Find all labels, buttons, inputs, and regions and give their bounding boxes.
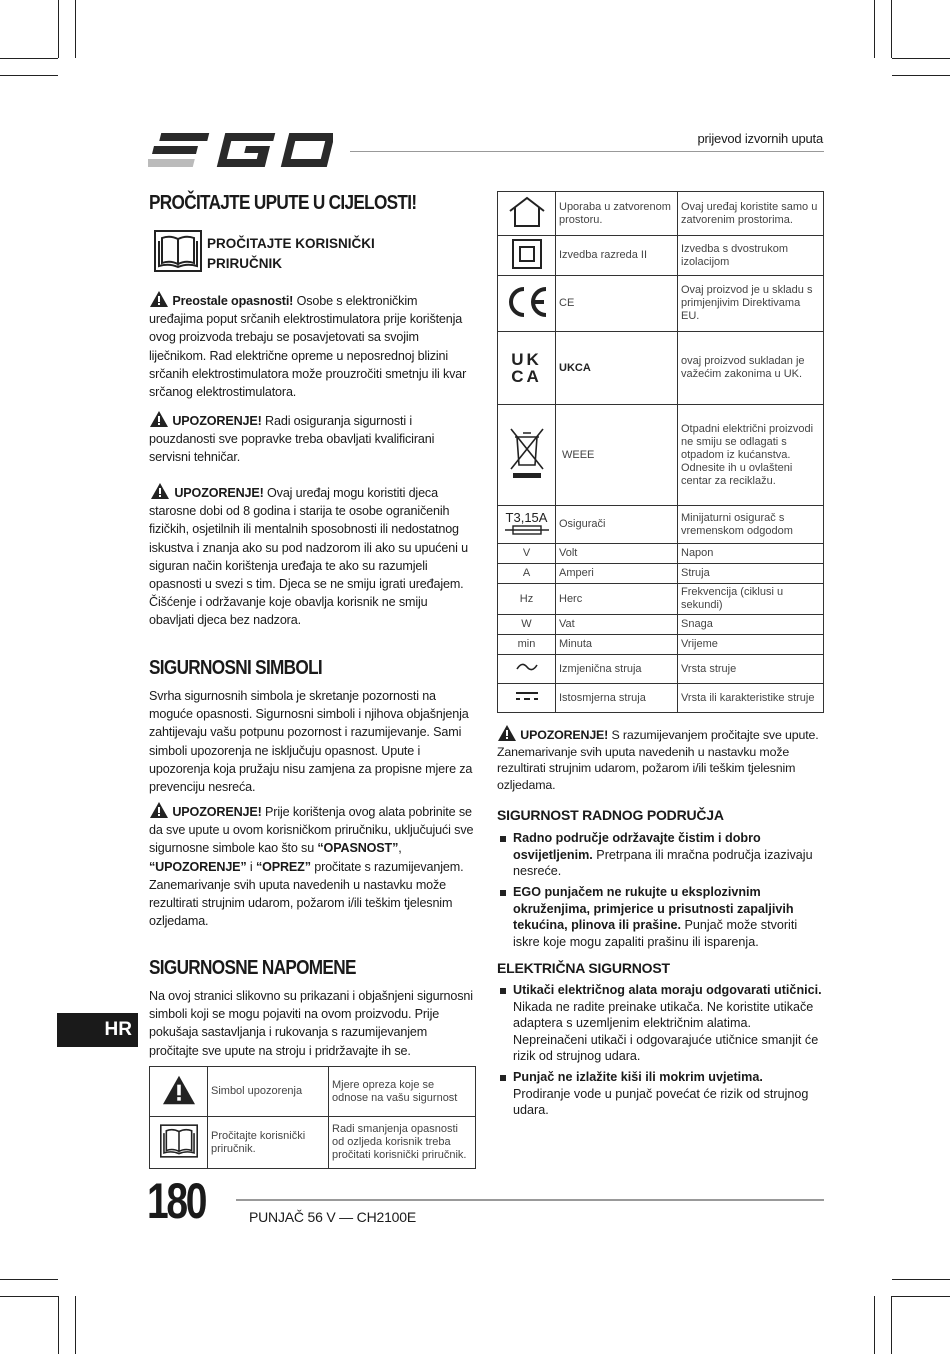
warning-label: UPOZORENJE!	[174, 486, 264, 500]
warning-label: UPOZORENJE!	[172, 414, 262, 428]
caution-word: “OPREZ”	[255, 859, 311, 874]
ukca-mark-icon: UK CA	[511, 349, 542, 386]
header-right-text: prijevod izvornih uputa	[697, 131, 823, 146]
symbol-desc: Ovaj proizvod je u skladu s primjenjivim Direktivama EU.	[678, 276, 824, 332]
symbol-cell	[498, 236, 556, 276]
symbol-name: Amperi	[556, 564, 678, 584]
symbol-cell	[498, 655, 556, 684]
table-row	[498, 332, 824, 405]
children-warning-paragraph	[149, 482, 474, 630]
symbol-cell	[498, 684, 556, 713]
read-all-text-1: Prije korištenja ovog alata pobrinite se da sve upute u ovom korisničkom priručniku, uključujući sve sigurnosne simbole kao što su	[149, 805, 474, 856]
symbol-name: WEEE	[556, 405, 678, 506]
warning-triangle-icon	[161, 1074, 197, 1106]
bullet-bold: Utikači električnog alata moraju odgovarati utičnici.	[513, 983, 822, 997]
crop-mark	[75, 1296, 76, 1354]
residual-risks-label: Preostale opasnosti!	[172, 294, 294, 308]
symbol-cell	[150, 1117, 208, 1169]
danger-word: “OPASNOST”	[317, 841, 399, 856]
bullet-bold: Punjač ne izlažite kiši ili mokrim uvjetima.	[513, 1070, 763, 1084]
book-icon	[160, 1124, 198, 1158]
table-row	[498, 506, 824, 544]
work-area-heading: SIGURNOST RADNOG PODRUČJA	[497, 807, 724, 823]
table-row	[498, 236, 824, 276]
symbol-desc: Minijaturni osigurač s vremenskom odgodom	[678, 506, 824, 544]
footer-title: PUNJAČ 56 V — CH2100E	[249, 1209, 416, 1225]
double-square-icon	[512, 239, 542, 269]
crop-mark	[75, 0, 76, 58]
symbol-cell	[498, 192, 556, 236]
table-row	[150, 1067, 476, 1117]
bullet-bold: EGO punjačem ne rukujte u eksplozivnim okruženjima, primjerice u prisutnosti zapaljivih tekućina, plinova ili prašine.	[513, 885, 794, 932]
and-word: i	[246, 859, 256, 874]
crop-mark	[0, 1279, 58, 1280]
crop-mark	[892, 58, 950, 59]
right-symbol-table	[497, 191, 824, 713]
symbol-cell	[498, 506, 556, 544]
symbol-name: Volt	[556, 544, 678, 564]
symbol-desc: Mjere opreza koje se odnose na vašu sigurnost	[329, 1067, 476, 1117]
symbol-cell	[498, 276, 556, 332]
read-instructions-warning	[497, 724, 819, 793]
bullet-icon	[500, 890, 506, 896]
crop-mark	[0, 58, 58, 59]
house-icon	[507, 195, 547, 229]
symbol-name: Minuta	[556, 635, 678, 655]
unit-symbol: W	[498, 615, 556, 635]
ce-mark-icon	[505, 286, 549, 318]
symbol-desc: Radi smanjenja opasnosti od ozljeda korisnik treba pročitati korisnički priručnik.	[329, 1117, 476, 1169]
fuse-rating: T3,15A	[505, 510, 548, 525]
bullet-icon	[500, 836, 506, 842]
bullet-icon	[500, 988, 506, 994]
crop-mark	[58, 0, 59, 58]
bullet-text: Prodiranje vode u punjač povećat će rizik od strujnog udara.	[513, 1086, 809, 1117]
footer-rule	[236, 1199, 824, 1201]
symbol-name: Herc	[556, 584, 678, 615]
symbol-cell	[150, 1067, 208, 1117]
crop-mark	[0, 1296, 58, 1297]
table-row	[498, 405, 824, 506]
safety-notes-paragraph: Na ovoj stranici slikovno su prikazani i objašnjeni sigurnosni simboli koji se mogu pojaviti na ovom proizvodu. Prije pokušaja sastavljanja i rukovanja s razumijevanjem pročitajte sve upute na stroju i pridržavajte ih se.	[149, 989, 473, 1058]
repair-warning-text: Radi osiguranja sigurnosti i pouzdanosti sve popravke treba obavljati kvalificirani servisni tehničar.	[149, 414, 435, 465]
ac-wave-icon	[515, 661, 539, 673]
safety-symbols-paragraph: Svrha sigurnosnih simbola je skretanje pozornosti na moguće opasnosti. Sigurnosni simboli i njihova objašnjenja zahtijevaju vašu potpunu pozornost i razumijevanje. Sami simboli upozorenja ne isključuju opasnost. Upute i upozorenja koja pružaju nisu zamjena za propisne mjere za prevenciju nesreća.	[149, 689, 473, 795]
bullet-text: Nikada ne radite preinake utikača. Ne koristite utikače adaptera s uzemljenim električnim alatima. Nepreinačeni utikači i odgovarajuće utičnice smanjit će rizik od strujnog udara.	[513, 999, 819, 1063]
table-row	[150, 1117, 476, 1169]
table-row	[498, 615, 824, 635]
dc-icon	[514, 690, 540, 702]
unit-symbol: A	[498, 564, 556, 584]
warning-label: UPOZORENJE!	[520, 728, 609, 742]
table-row	[498, 684, 824, 713]
bullet-icon	[500, 1075, 506, 1081]
fuse-icon	[499, 510, 554, 539]
left-symbol-table	[149, 1066, 476, 1169]
symbol-name: Uporaba u zatvorenom prostoru.	[556, 192, 678, 236]
crop-mark	[891, 0, 892, 58]
symbol-name: Pročitajte korisnički priručnik.	[208, 1117, 329, 1169]
symbol-desc: Frekvencija (ciklusi u sekundi)	[678, 584, 824, 615]
warning-triangle-icon	[149, 410, 169, 428]
read-instructions-text: S razumijevanjem pročitajte sve upute. Zanemarivanje svih uputa navedenih u nastavku može rezultirati strujnim udarom, požarom i/ili teškim tjelesnim ozljedama.	[497, 728, 819, 792]
ego-logo	[148, 130, 333, 172]
symbol-desc: Napon	[678, 544, 824, 564]
electrical-safety-heading: ELEKTRIČNA SIGURNOST	[497, 960, 670, 976]
symbol-desc: Vrsta struje	[678, 655, 824, 684]
page-title: PROČITAJTE UPUTE U CIJELOSTI!	[149, 192, 417, 214]
symbol-name: CE	[556, 276, 678, 332]
header-rule	[350, 151, 824, 152]
warning-triangle-icon	[497, 724, 517, 742]
symbol-name: UKCA	[556, 332, 678, 405]
table-row	[498, 192, 824, 236]
crop-mark	[0, 75, 58, 76]
table-row	[498, 564, 824, 584]
table-row	[498, 276, 824, 332]
language-tab-label: HR	[104, 1019, 132, 1040]
repair-warning-paragraph	[149, 410, 474, 467]
children-warning-text: Ovaj uređaj mogu koristiti djeca starosne dobi od 8 godina i starija te osobe ograničenih fizičkih, osjetilnih ili mentalnih sposobnosti ili nedostatnog iskustva i znanja ako su pod nadzorom ili ako su upućeni u siguran način korištenja uređaja te ako su razumjeli opasnosti u svezi s tim. Djeca se ne smiju igrati uređajem. Čišćenje i održavanje koje obavlja korisnik ne smiju obavljati djeca bez nadzora.	[149, 486, 468, 628]
warning-label: UPOZORENJE!	[172, 805, 262, 819]
crop-mark	[892, 1296, 950, 1297]
symbol-desc: Vrsta ili karakteristike struje	[678, 684, 824, 713]
list-item	[500, 884, 822, 950]
warning-triangle-icon	[149, 801, 169, 819]
symbol-name: Osigurači	[556, 506, 678, 544]
symbol-name: Vat	[556, 615, 678, 635]
crop-mark	[892, 1279, 950, 1280]
bullet-text: Punjač može stvoriti iskre koje mogu zapaliti prašinu ili isparenja.	[513, 918, 798, 949]
symbol-desc: Struja	[678, 564, 824, 584]
symbol-name: Izmjenična struja	[556, 655, 678, 684]
symbol-name: Izvedba razreda II	[556, 236, 678, 276]
residual-risks-text: Osobe s elektroničkim uređajima poput srčanih elektrostimulatora prije korištenja ovog proizvoda trebaju se posavjetovati sa svojim liječnikom. Rad električne opreme u neposrednoj blizini srčanih elektrostimulatora može prouzročiti smetnju ili kvar srčanog elektrostimulatora.	[149, 294, 467, 400]
table-row	[498, 655, 824, 684]
symbol-desc: ovaj proizvod sukladan je važećim zakonima u UK.	[678, 332, 824, 405]
list-item	[500, 982, 822, 1065]
list-item	[500, 1069, 822, 1119]
crop-mark	[891, 1296, 892, 1354]
symbol-cell	[498, 405, 556, 506]
table-row	[498, 635, 824, 655]
comma: ,	[398, 841, 402, 856]
symbol-desc: Otpadni električni proizvodi ne smiju se odlagati s otpadom iz kućanstva. Odnesite ih u ovlašteni centar za reciklažu.	[678, 405, 824, 506]
warning-triangle-icon	[149, 290, 169, 308]
crop-mark	[892, 75, 950, 76]
unit-symbol: V	[498, 544, 556, 564]
page-number: 180	[147, 1173, 206, 1229]
bullet-text: Pretrpana ili mračna područja izazivaju nesreće.	[513, 847, 813, 878]
residual-risks-paragraph	[149, 290, 474, 401]
safety-notes-heading: SIGURNOSNE NAPOMENE	[149, 957, 356, 979]
symbol-desc: Vrijeme	[678, 635, 824, 655]
unit-symbol: Hz	[498, 584, 556, 615]
crop-mark	[58, 1296, 59, 1354]
safety-symbols-heading: SIGURNOSNI SIMBOLI	[149, 657, 323, 679]
crop-mark	[874, 1296, 875, 1354]
list-item	[500, 830, 822, 880]
symbol-desc: Snaga	[678, 615, 824, 635]
crossed-bin-icon	[507, 425, 547, 481]
read-all-warning-paragraph	[149, 801, 474, 930]
table-row	[498, 584, 824, 615]
crop-mark	[874, 0, 875, 58]
unit-symbol: min	[498, 635, 556, 655]
symbol-name: Simbol upozorenja	[208, 1067, 329, 1117]
read-all-text-2: pročitate s razumijevanjem. Zanemarivanje svih uputa navedenih u nastavku može rezultirati strujnim udarom, požarom i/ili teškim tjelesnim ozljedama.	[149, 859, 464, 929]
symbol-name: Istosmjerna struja	[556, 684, 678, 713]
language-tab	[57, 1013, 138, 1047]
read-manual-label: PROČITAJTE KORISNIČKI PRIRUČNIK	[207, 236, 375, 271]
symbol-desc: Ovaj uređaj koristite samo u zatvorenim prostorima.	[678, 192, 824, 236]
symbol-desc: Izvedba s dvostrukom izolacijom	[678, 236, 824, 276]
symbol-cell	[498, 332, 556, 405]
bullet-bold: Radno područje održavajte čistim i dobro osvijetljenim.	[513, 831, 761, 862]
warning-triangle-icon	[149, 482, 171, 500]
warning-word: “UPOZORENJE”	[149, 859, 247, 874]
book-icon	[154, 230, 202, 272]
table-row	[498, 544, 824, 564]
